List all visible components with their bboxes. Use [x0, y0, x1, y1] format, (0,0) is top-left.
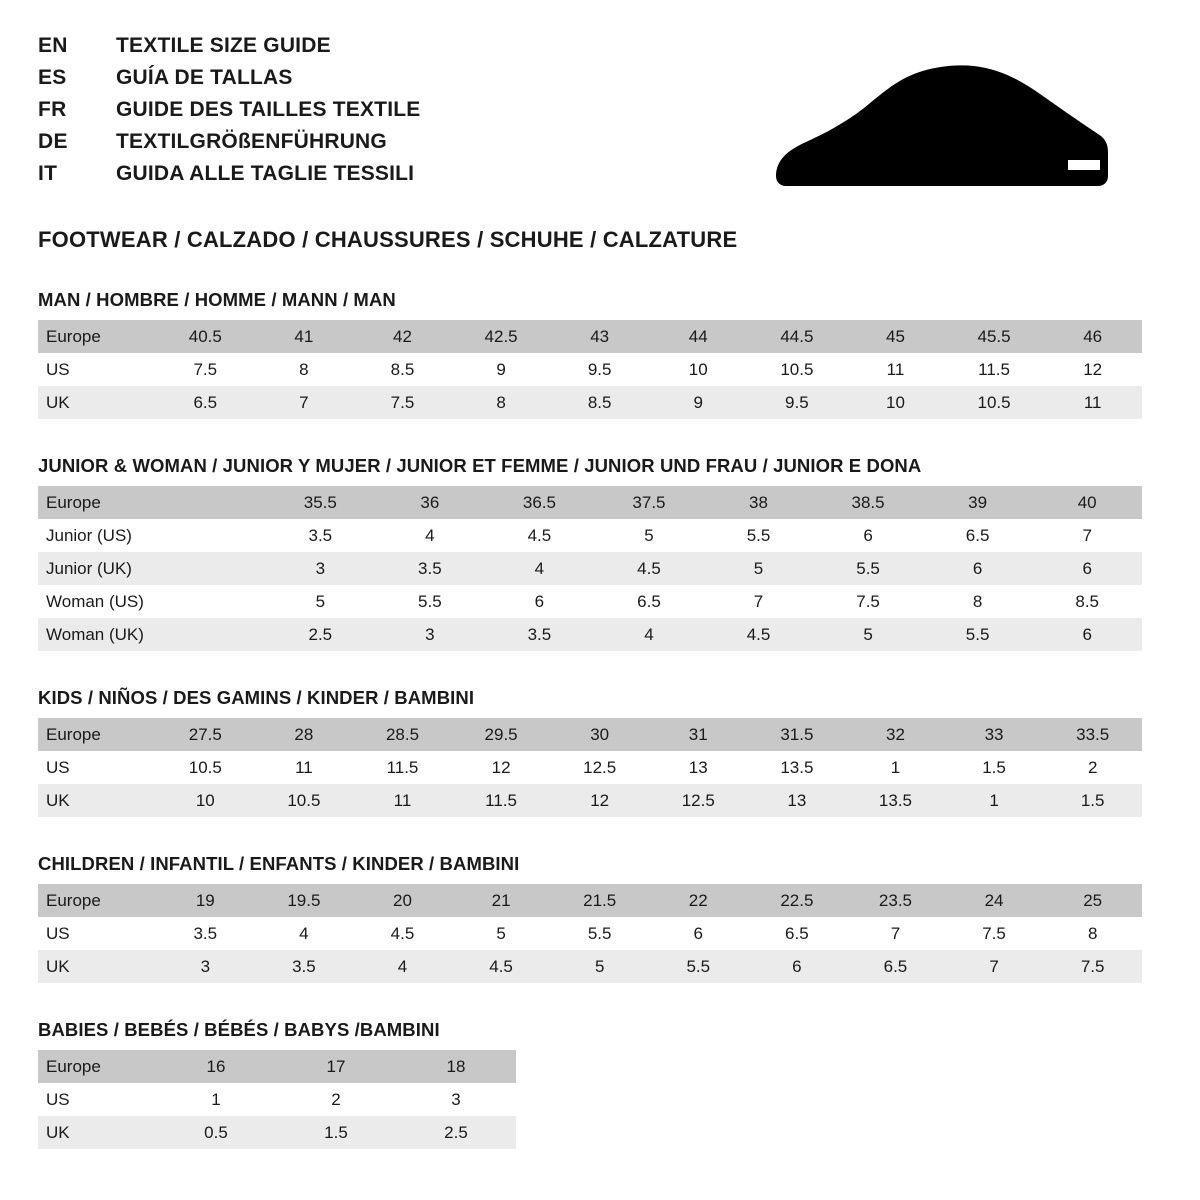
size-cell — [156, 486, 266, 519]
size-cell: 6 — [813, 519, 923, 552]
size-cell: 9 — [452, 353, 551, 386]
size-cell: 7 — [945, 950, 1044, 983]
size-cell: 42 — [353, 320, 452, 353]
row-label: US — [38, 917, 156, 950]
row-label: US — [38, 1083, 156, 1116]
language-title: TEXTILE SIZE GUIDE — [116, 34, 331, 57]
size-cell: 6 — [1032, 618, 1142, 651]
size-cell: 12 — [550, 784, 649, 817]
size-cell: 3 — [396, 1083, 516, 1116]
language-code: IT — [38, 162, 58, 185]
table-row — [38, 1050, 516, 1083]
size-cell: 29.5 — [452, 718, 551, 751]
size-cell — [156, 618, 266, 651]
size-cell: 11 — [255, 751, 354, 784]
size-cell: 17 — [276, 1050, 396, 1083]
size-cell: 18 — [396, 1050, 516, 1083]
size-cell: 33 — [945, 718, 1044, 751]
size-cell: 1.5 — [945, 751, 1044, 784]
size-cell: 4 — [594, 618, 704, 651]
row-label: UK — [38, 950, 156, 983]
size-cell: 8 — [923, 585, 1033, 618]
size-cell: 6 — [923, 552, 1033, 585]
size-cell: 3 — [375, 618, 485, 651]
size-cell: 7.5 — [353, 386, 452, 419]
size-cell: 5.5 — [375, 585, 485, 618]
size-cell: 6.5 — [156, 386, 255, 419]
table-row — [38, 552, 1142, 585]
size-cell: 11 — [353, 784, 452, 817]
size-table — [38, 884, 1142, 983]
size-cell: 4 — [485, 552, 595, 585]
size-cell: 43 — [550, 320, 649, 353]
size-cell: 11 — [846, 353, 945, 386]
dress-shoe-icon — [768, 64, 1108, 199]
size-cell: 21 — [452, 884, 551, 917]
table-row — [38, 585, 1142, 618]
size-section — [38, 687, 1138, 817]
size-cell: 11.5 — [353, 751, 452, 784]
row-label: Europe — [38, 884, 156, 917]
size-cell: 45.5 — [945, 320, 1044, 353]
section-title: CHILDREN / INFANTIL / ENFANTS / KINDER / BAMBINI — [38, 853, 520, 874]
size-cell: 10.5 — [748, 353, 847, 386]
size-cell: 23.5 — [846, 884, 945, 917]
size-cell: 39 — [923, 486, 1033, 519]
size-cell: 4.5 — [485, 519, 595, 552]
size-cell: 12.5 — [550, 751, 649, 784]
size-cell: 13 — [649, 751, 748, 784]
size-cell: 20 — [353, 884, 452, 917]
size-cell: 4.5 — [353, 917, 452, 950]
size-section — [38, 289, 1138, 419]
size-cell: 10 — [846, 386, 945, 419]
table-row — [38, 519, 1142, 552]
language-row — [38, 98, 420, 122]
row-label: Junior (US) — [38, 519, 156, 552]
size-cell: 3 — [266, 552, 376, 585]
size-cell: 2 — [276, 1083, 396, 1116]
size-cell: 2 — [1043, 751, 1142, 784]
size-table — [38, 1050, 516, 1149]
table-row — [38, 718, 1142, 751]
size-cell: 5.5 — [704, 519, 814, 552]
size-cell: 25 — [1043, 884, 1142, 917]
language-code: EN — [38, 34, 68, 57]
size-cell: 8 — [1043, 917, 1142, 950]
size-cell: 44 — [649, 320, 748, 353]
language-title: GUIDA ALLE TAGLIE TESSILI — [116, 162, 415, 185]
row-label: Junior (UK) — [38, 552, 156, 585]
language-row — [38, 66, 420, 90]
size-cell: 32 — [846, 718, 945, 751]
size-cell: 7 — [255, 386, 354, 419]
size-cell: 10.5 — [255, 784, 354, 817]
size-cell: 44.5 — [748, 320, 847, 353]
size-cell: 13 — [748, 784, 847, 817]
size-cell: 13.5 — [846, 784, 945, 817]
size-cell: 3.5 — [375, 552, 485, 585]
size-cell: 1.5 — [1043, 784, 1142, 817]
language-title: TEXTILGRÖßENFÜHRUNG — [116, 130, 387, 153]
size-cell: 4 — [375, 519, 485, 552]
size-cell: 40 — [1032, 486, 1142, 519]
size-cell: 41 — [255, 320, 354, 353]
table-row — [38, 386, 1142, 419]
size-cell: 8.5 — [1032, 585, 1142, 618]
size-table — [38, 718, 1142, 817]
size-cell: 46 — [1043, 320, 1142, 353]
size-cell: 9 — [649, 386, 748, 419]
size-cell: 22 — [649, 884, 748, 917]
language-code: DE — [38, 130, 68, 153]
size-section — [38, 853, 1138, 983]
size-cell: 45 — [846, 320, 945, 353]
language-title: GUÍA DE TALLAS — [116, 66, 293, 89]
size-cell: 40.5 — [156, 320, 255, 353]
language-row — [38, 34, 420, 58]
size-cell: 19.5 — [255, 884, 354, 917]
size-table — [38, 486, 1142, 651]
size-cell: 6.5 — [748, 917, 847, 950]
size-cell: 4.5 — [704, 618, 814, 651]
size-cell: 7.5 — [813, 585, 923, 618]
size-cell: 3.5 — [156, 917, 255, 950]
table-row — [38, 884, 1142, 917]
table-row — [38, 917, 1142, 950]
size-cell: 21.5 — [550, 884, 649, 917]
size-cell: 6 — [748, 950, 847, 983]
size-section — [38, 455, 1138, 651]
size-cell — [156, 585, 266, 618]
size-cell: 1 — [156, 1083, 276, 1116]
size-cell: 27.5 — [156, 718, 255, 751]
row-label: UK — [38, 784, 156, 817]
size-cell: 8.5 — [550, 386, 649, 419]
size-cell: 3.5 — [266, 519, 376, 552]
size-cell: 10.5 — [156, 751, 255, 784]
size-cell: 5 — [813, 618, 923, 651]
size-cell — [156, 519, 266, 552]
size-cell: 31.5 — [748, 718, 847, 751]
row-label: Europe — [38, 1050, 156, 1083]
size-sections — [38, 289, 1138, 1149]
size-cell: 9.5 — [550, 353, 649, 386]
size-cell: 16 — [156, 1050, 276, 1083]
size-cell: 13.5 — [748, 751, 847, 784]
size-cell: 2.5 — [266, 618, 376, 651]
size-cell: 28.5 — [353, 718, 452, 751]
row-label: Europe — [38, 320, 156, 353]
size-cell: 5.5 — [923, 618, 1033, 651]
language-code: FR — [38, 98, 67, 121]
size-cell: 11.5 — [452, 784, 551, 817]
row-label: Woman (UK) — [38, 618, 156, 651]
size-cell: 10 — [156, 784, 255, 817]
section-title: KIDS / NIÑOS / DES GAMINS / KINDER / BAMBINI — [38, 687, 475, 708]
size-cell: 10 — [649, 353, 748, 386]
language-title: GUIDE DES TAILLES TEXTILE — [116, 98, 421, 121]
size-cell: 22.5 — [748, 884, 847, 917]
table-row — [38, 353, 1142, 386]
section-title: BABIES / BEBÉS / BÉBÉS / BABYS /BAMBINI — [38, 1019, 440, 1040]
size-cell: 31 — [649, 718, 748, 751]
size-cell: 7.5 — [1043, 950, 1142, 983]
size-cell: 1.5 — [276, 1116, 396, 1149]
table-row — [38, 784, 1142, 817]
language-row — [38, 130, 420, 154]
size-cell: 4.5 — [594, 552, 704, 585]
row-label: Europe — [38, 486, 156, 519]
size-cell: 35.5 — [266, 486, 376, 519]
size-cell: 0.5 — [156, 1116, 276, 1149]
size-cell: 12 — [1043, 353, 1142, 386]
size-cell: 4 — [255, 917, 354, 950]
section-title: JUNIOR & WOMAN / JUNIOR Y MUJER / JUNIOR ET FEMME / JUNIOR UND FRAU / JUNIOR E DONA — [38, 455, 922, 476]
row-label: US — [38, 751, 156, 784]
footwear-category-title: FOOTWEAR / CALZADO / CHAUSSURES / SCHUHE / CALZATURE — [38, 227, 738, 252]
size-cell: 5 — [452, 917, 551, 950]
size-cell: 8 — [255, 353, 354, 386]
table-row — [38, 1116, 516, 1149]
size-cell: 36 — [375, 486, 485, 519]
size-cell: 10.5 — [945, 386, 1044, 419]
table-row — [38, 486, 1142, 519]
size-cell: 6 — [649, 917, 748, 950]
size-cell: 11.5 — [945, 353, 1044, 386]
size-cell: 38.5 — [813, 486, 923, 519]
row-label: UK — [38, 386, 156, 419]
row-label: Woman (US) — [38, 585, 156, 618]
size-cell — [156, 552, 266, 585]
size-cell: 6 — [485, 585, 595, 618]
size-cell: 12 — [452, 751, 551, 784]
size-cell: 12.5 — [649, 784, 748, 817]
size-cell: 37.5 — [594, 486, 704, 519]
size-cell: 38 — [704, 486, 814, 519]
size-cell: 7 — [704, 585, 814, 618]
size-cell: 33.5 — [1043, 718, 1142, 751]
table-row — [38, 618, 1142, 651]
size-cell: 4 — [353, 950, 452, 983]
page-header — [38, 34, 1138, 199]
size-cell: 36.5 — [485, 486, 595, 519]
size-cell: 8.5 — [353, 353, 452, 386]
size-cell: 8 — [452, 386, 551, 419]
size-cell: 6.5 — [846, 950, 945, 983]
language-code: ES — [38, 66, 67, 89]
section-title: MAN / HOMBRE / HOMME / MANN / MAN — [38, 289, 396, 310]
size-cell: 5.5 — [813, 552, 923, 585]
row-label: Europe — [38, 718, 156, 751]
language-title-list — [38, 34, 420, 194]
size-cell: 4.5 — [452, 950, 551, 983]
size-cell: 1 — [846, 751, 945, 784]
size-cell: 5 — [550, 950, 649, 983]
size-cell: 5.5 — [649, 950, 748, 983]
size-cell: 7.5 — [156, 353, 255, 386]
table-row — [38, 751, 1142, 784]
size-cell: 5 — [266, 585, 376, 618]
table-row — [38, 1083, 516, 1116]
table-row — [38, 320, 1142, 353]
size-cell: 11 — [1043, 386, 1142, 419]
size-cell: 28 — [255, 718, 354, 751]
size-cell: 6.5 — [594, 585, 704, 618]
table-row — [38, 950, 1142, 983]
size-cell: 7 — [1032, 519, 1142, 552]
row-label: US — [38, 353, 156, 386]
size-table — [38, 320, 1142, 419]
size-cell: 6 — [1032, 552, 1142, 585]
size-cell: 7.5 — [945, 917, 1044, 950]
size-section — [38, 1019, 1138, 1149]
size-cell: 9.5 — [748, 386, 847, 419]
size-cell: 5.5 — [550, 917, 649, 950]
size-cell: 5 — [704, 552, 814, 585]
size-cell: 30 — [550, 718, 649, 751]
language-row — [38, 162, 420, 186]
size-cell: 6.5 — [923, 519, 1033, 552]
size-cell: 3.5 — [485, 618, 595, 651]
size-cell: 3.5 — [255, 950, 354, 983]
size-cell: 7 — [846, 917, 945, 950]
size-cell: 42.5 — [452, 320, 551, 353]
size-cell: 19 — [156, 884, 255, 917]
size-cell: 3 — [156, 950, 255, 983]
size-cell: 24 — [945, 884, 1044, 917]
size-cell: 1 — [945, 784, 1044, 817]
size-cell: 2.5 — [396, 1116, 516, 1149]
row-label: UK — [38, 1116, 156, 1149]
size-cell: 5 — [594, 519, 704, 552]
